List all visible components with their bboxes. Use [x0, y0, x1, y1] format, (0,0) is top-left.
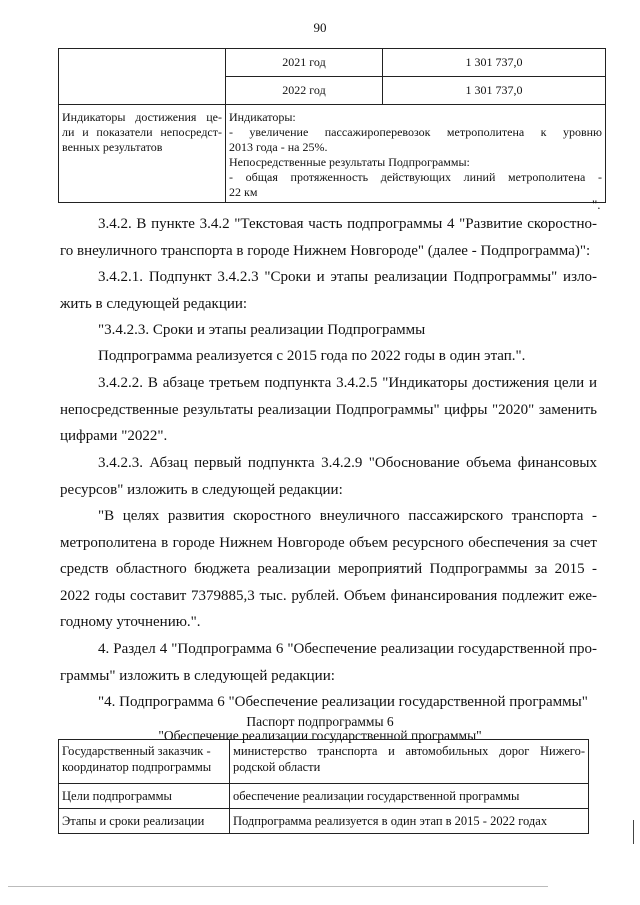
year-cell: 2021 год — [226, 49, 383, 77]
label-line: ли и показатели непосредст- — [62, 125, 222, 139]
text-line: "4. Подпрограмма 6 "Обеспечение реализации государственной программы" — [98, 694, 588, 710]
text-line: метрополитена в городе Нижнем Новгороде объем ресурсного обеспечения за счет — [60, 534, 597, 551]
text-line: непосредственные результаты реализации Подпрограммы" цифры "2020" заменить — [60, 401, 597, 418]
paragraph-3-4-2-3 — [60, 450, 597, 503]
year-cell: 2022 год — [226, 77, 383, 105]
passport-table — [58, 739, 589, 834]
text-line: го внеуличного транспорта в городе Нижнем Новгороде" (далее - Подпрограмма)": — [60, 242, 591, 259]
table-cell-empty — [59, 49, 226, 105]
text-line: 3.4.2.3. Абзац первый подпункта 3.4.2.9 "Обоснование объема финансовых — [98, 455, 597, 471]
paragraph-program-period — [60, 343, 597, 370]
text-line: годному уточнению.". — [60, 614, 201, 630]
table-row — [59, 740, 589, 784]
scan-bottom-line — [8, 886, 548, 887]
paragraph-3-4-2-3-title — [60, 317, 597, 344]
paragraph-3-4-2-2 — [60, 370, 597, 450]
indicators-label — [59, 105, 226, 203]
text-line: 2022 годы составит 7379885,3 тыс. рублей. Объем финансирования подлежит еже- — [60, 587, 597, 604]
label-line: Индикаторы достижения це- — [62, 110, 222, 124]
value-line: - увеличение пассажироперевозок метрополитена к уровню — [229, 125, 602, 139]
amount-cell: 1 301 737,0 — [383, 77, 606, 105]
value-line: родской области — [233, 760, 321, 774]
table-row — [59, 49, 606, 77]
value-line: Индикаторы: — [229, 110, 296, 124]
indicators-value — [226, 105, 606, 203]
paragraph-3-4-2 — [60, 211, 597, 264]
passport-value-cell — [230, 740, 589, 784]
passport-value-cell: Подпрограмма реализуется в один этап в 2015 - 2022 годах — [230, 809, 589, 834]
closing-quote-mark: ". — [592, 197, 601, 212]
passport-label-cell: Этапы и сроки реализации — [59, 809, 230, 834]
label-line: координатор подпрограммы — [62, 760, 212, 774]
text-line: 3.4.2.2. В абзаце третьем подпункта 3.4.2.5 "Индикаторы достижения цели и — [98, 375, 597, 391]
value-line: Непосредственные результаты Подпрограммы: — [229, 155, 470, 169]
text-line: граммы" изложить в следующей редакции: — [60, 667, 335, 684]
paragraph-section-4 — [60, 636, 597, 689]
value-line: 2013 года - на 25%. — [229, 140, 328, 154]
value-line: министерство транспорта и автомобильных дорог Нижего- — [233, 744, 585, 758]
paragraph-funding-quote — [60, 503, 597, 636]
passport-value-cell: обеспечение реализации государственной программы — [230, 784, 589, 809]
passport-label-cell — [59, 740, 230, 784]
value-line: - общая протяженность действующих линий метрополитена - — [229, 170, 602, 184]
paragraph-3-4-2-1 — [60, 264, 597, 317]
text-line: 3.4.2. В пункте 3.4.2 "Текстовая часть подпрограммы 4 "Развитие скоростно- — [98, 216, 597, 232]
financing-table — [58, 48, 606, 203]
text-line: Подпрограмма реализуется с 2015 года по 2022 годы в один этап.". — [98, 348, 526, 364]
value-line: 22 км — [229, 185, 258, 199]
text-line: средств областного бюджета реализации мероприятий Подпрограммы за 2015 - — [60, 561, 597, 577]
text-line: "3.4.2.3. Сроки и этапы реализации Подпрограммы — [98, 322, 426, 338]
text-line: "В целях развития скоростного внеуличного пассажирского транспорта - — [98, 508, 597, 524]
passport-title: Паспорт подпрограммы 6 — [246, 714, 394, 729]
text-line: 3.4.2.1. Подпункт 3.4.2.3 "Сроки и этапы реализации Подпрограммы" изло- — [98, 269, 597, 285]
passport-subtitle: "Обеспечение реализации государственной программы" — [158, 728, 482, 743]
page-number: 90 — [313, 20, 327, 35]
label-line: венных результатов — [62, 140, 163, 154]
label-line: Государственный заказчик - — [62, 744, 211, 758]
text-line: ресурсов" изложить в следующей редакции: — [60, 481, 343, 498]
table-row — [59, 784, 589, 809]
amount-cell: 1 301 737,0 — [383, 49, 606, 77]
text-line: 4. Раздел 4 "Подпрограмма 6 "Обеспечение реализации государственной про- — [98, 641, 597, 657]
paragraph-subprogram-6-heading — [60, 689, 597, 716]
scan-edge-mark — [633, 820, 634, 844]
text-line: цифрами "2022". — [60, 428, 168, 444]
text-line: жить в следующей редакции: — [60, 295, 248, 312]
passport-label-cell: Цели подпрограммы — [59, 784, 230, 809]
table-row — [59, 809, 589, 834]
table-row — [59, 105, 606, 203]
